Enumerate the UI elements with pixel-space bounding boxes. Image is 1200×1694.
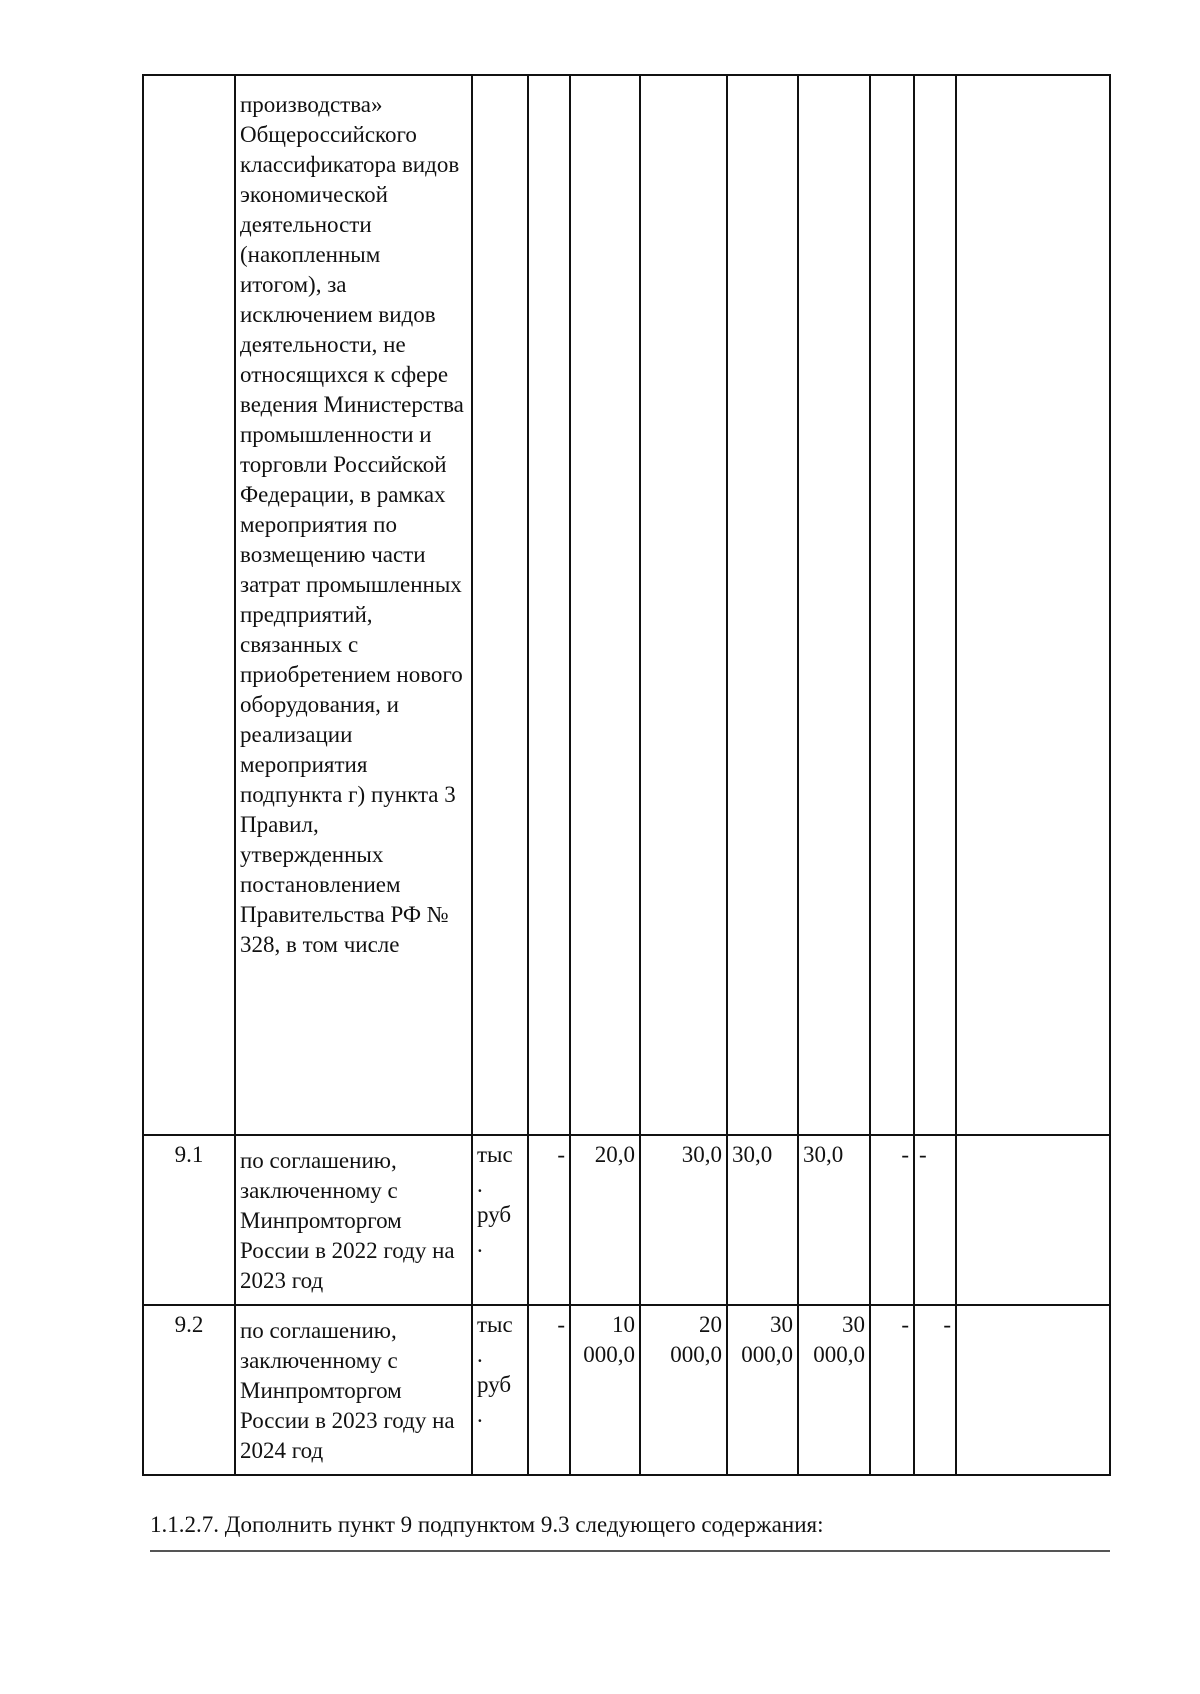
cell: [914, 75, 956, 1135]
value-cell: 30,0: [798, 1135, 870, 1305]
value-cell: -: [528, 1135, 570, 1305]
table-row: [143, 1135, 1110, 1305]
cell: [870, 75, 914, 1135]
value-cell: [956, 1135, 1110, 1305]
row-description: производства» Общероссийского классификатора видов экономической деятельности (накопленным итогом), за исключением видов деятельности, не относящихся к сфере ведения Министерства промышленности и торговли Российской Федерации, в рамках мероприятия по возмещению части затрат промышленных предприятий, связанных с приобретением нового оборудования, и реализации мероприятия подпункта г) пункта 3 Правил, утвержденных постановлением Правительства РФ № 328, в том числе: [235, 75, 472, 1135]
value-cell: -: [914, 1135, 956, 1305]
unit-cell: тыс . руб .: [472, 1135, 528, 1305]
value-cell: 30 000,0: [727, 1305, 798, 1475]
amendment-text: 1.1.2.7. Дополнить пункт 9 подпунктом 9.3 следующего содержания:: [150, 1512, 824, 1537]
value-cell: -: [914, 1305, 956, 1475]
value-cell: [956, 1305, 1110, 1475]
row-description: по соглашению, заключенному с Минпромторгом России в 2023 году на 2024 год: [235, 1305, 472, 1475]
table-row: [143, 1305, 1110, 1475]
row-description: по соглашению, заключенному с Минпромторгом России в 2022 году на 2023 год: [235, 1135, 472, 1305]
row-number: 9.2: [143, 1305, 235, 1475]
cell: [640, 75, 727, 1135]
value-cell: 30,0: [640, 1135, 727, 1305]
cell: [528, 75, 570, 1135]
row-number: [143, 75, 235, 1135]
row-number: 9.1: [143, 1135, 235, 1305]
data-table: [142, 74, 1111, 1476]
value-cell: -: [870, 1135, 914, 1305]
unit-cell: тыс . руб .: [472, 1305, 528, 1475]
cell: [956, 75, 1110, 1135]
divider-line: [150, 1550, 1110, 1552]
value-cell: -: [870, 1305, 914, 1475]
cell: [570, 75, 640, 1135]
cell: [472, 75, 528, 1135]
cell: [798, 75, 870, 1135]
value-cell: 30,0: [727, 1135, 798, 1305]
value-cell: 30 000,0: [798, 1305, 870, 1475]
value-cell: 10 000,0: [570, 1305, 640, 1475]
table-row: [143, 75, 1110, 1135]
value-cell: 20,0: [570, 1135, 640, 1305]
value-cell: -: [528, 1305, 570, 1475]
value-cell: 20 000,0: [640, 1305, 727, 1475]
cell: [727, 75, 798, 1135]
